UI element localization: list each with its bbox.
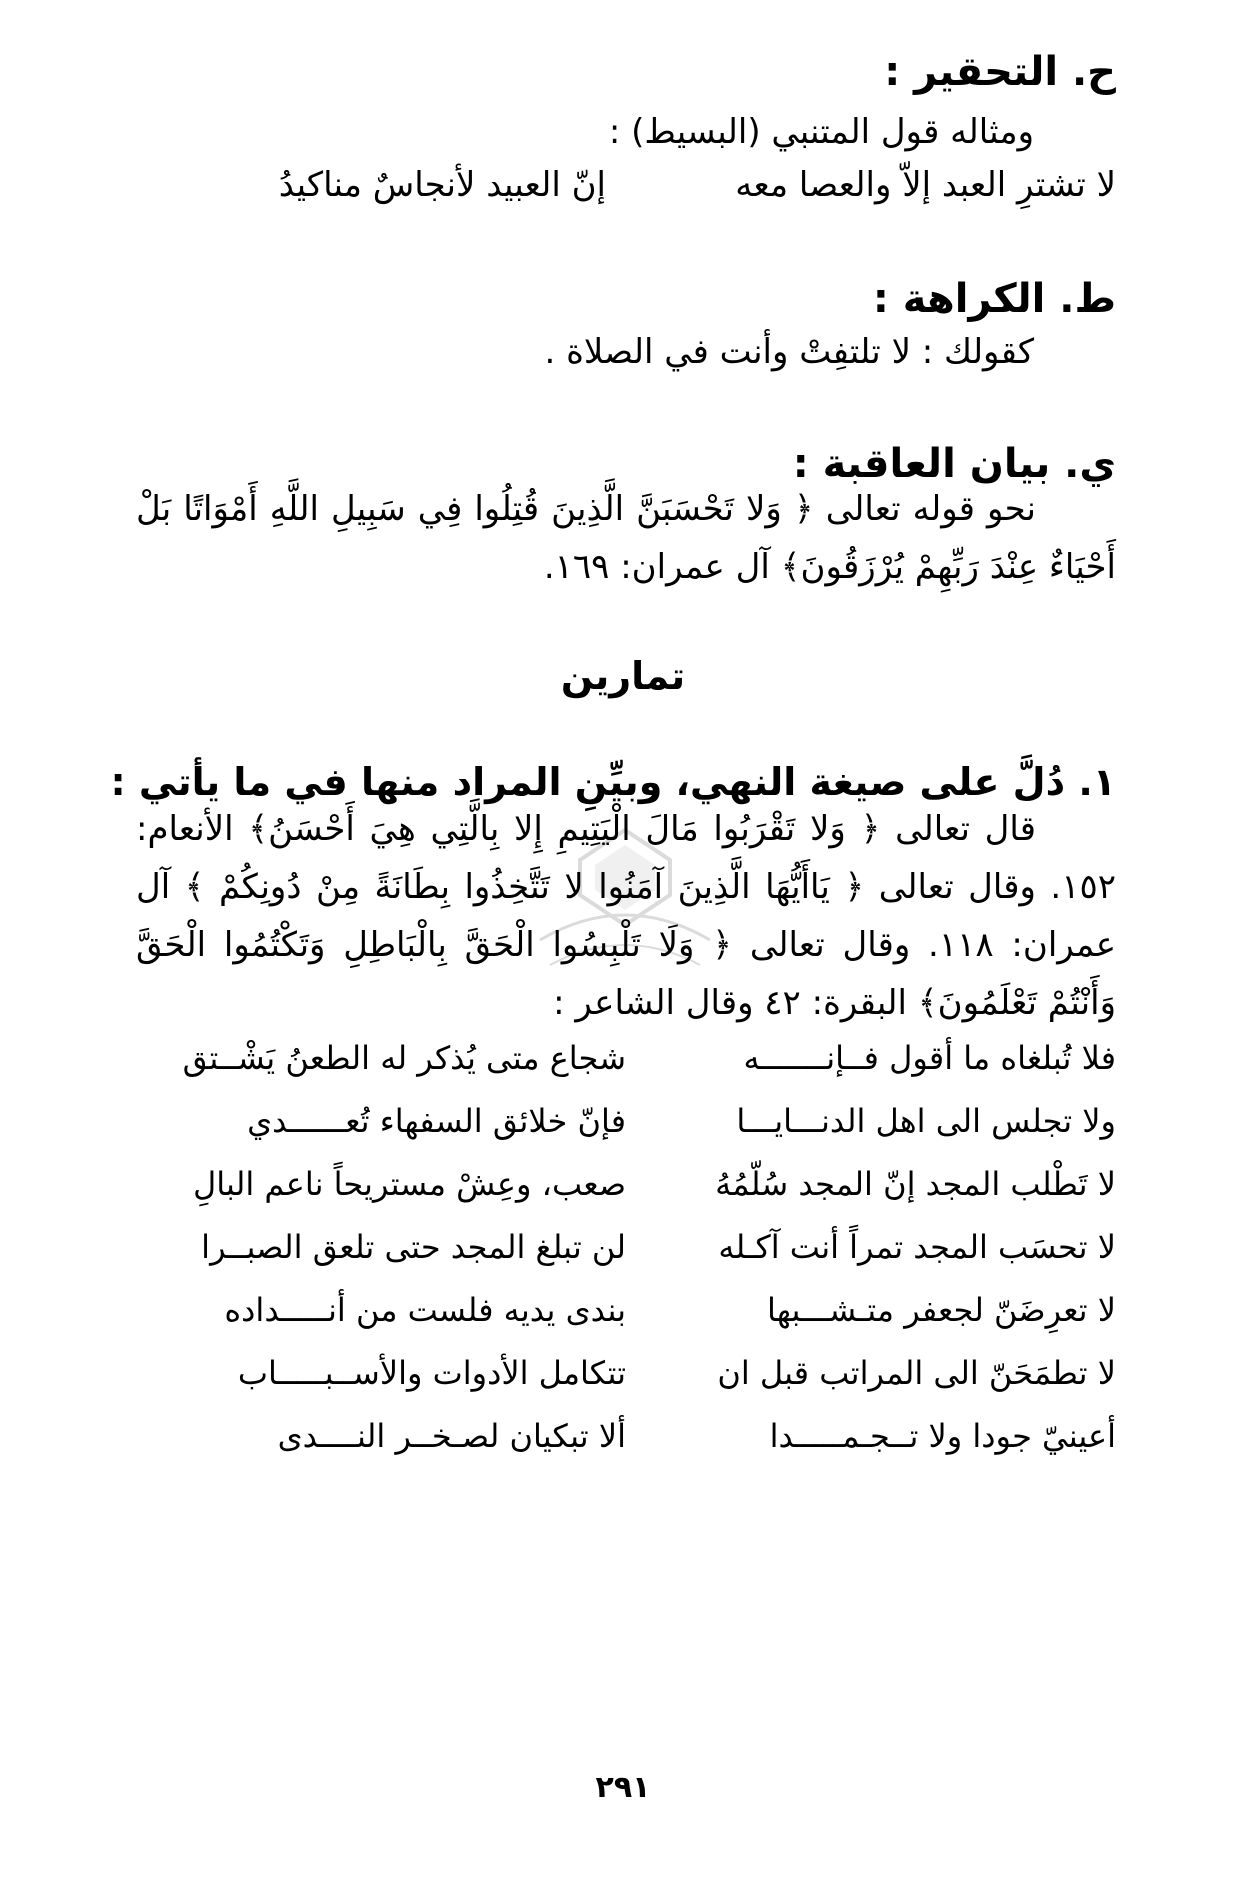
verse-left-hemistich: ألا تبكيان لصـخــر النــــدى xyxy=(277,1417,626,1455)
verse-right-hemistich: لا تَطْلب المجد إنّ المجد سُلّمُهُ xyxy=(715,1165,1116,1203)
verse-right-hemistich: لا تحسَب المجد تمراً أنت آكـله xyxy=(718,1228,1116,1266)
verse-left-hemistich: تتكامل الأدوات والأســبـــــاب xyxy=(237,1354,626,1392)
verse-left-hemistich: صعب، وعِشْ مستريحاً ناعم البالِ xyxy=(192,1165,626,1203)
verse-right-hemistich: أعينيّ جودا ولا تــجـمـــــدا xyxy=(769,1417,1116,1455)
verse-right-hemistich: لا تطمَحَنّ الى المراتب قبل ان xyxy=(717,1354,1116,1392)
verse-line xyxy=(136,1408,1116,1464)
section-example: كقولك : لا تلتفِتْ وأنت في الصلاة . xyxy=(544,332,1034,372)
section-heading-aqiba: ي. بيان العاقبة : xyxy=(792,441,1116,487)
verse-left-hemistich: بندى يديه فلست من أنـــــداده xyxy=(224,1291,626,1329)
exercise-question-1: ١. دُلَّ على صيغة النهي، وبيِّنِ المراد منها في ما يأتي : xyxy=(110,760,1116,804)
verse-line xyxy=(136,1282,1116,1338)
exercise-question-1-text: قال تعالى ﴿ وَلا تَقْرَبُوا مَالَ الْيَتِيمِ إِلا بِالَّتِي هِيَ أَحْسَنُ﴾ الأنعام: ١٥٢. وقال تعالى ﴿ يَاأَيُّهَا الَّذِينَ آمَنُوا لا تَتَّخِذُوا بِطَانَةً مِنْ دُونِكُمْ ﴾ آل عمران: ١١٨. وقال تعالى ﴿ وَلَا تَلْبِسُوا الْحَقَّ بِالْبَاطِلِ وَتَكْتُمُوا الْحَقَّ وَأَنْتُمْ تَعْلَمُونَ﴾ البقرة: ٤٢ وقال الشاعر : xyxy=(136,809,1116,1023)
verse-right-hemistich: فلا تُبلغاه ما أقول فــإنـــــــه xyxy=(743,1039,1116,1077)
verse-right-hemistich: لا تعرِضَنّ لجعفر متـشـــبها xyxy=(767,1291,1116,1329)
verse-line xyxy=(136,1345,1116,1401)
section-intro: ومثاله قول المتنبي (البسيط) : xyxy=(608,112,1034,152)
verse-line xyxy=(136,1030,1116,1086)
verse-line xyxy=(136,1219,1116,1275)
verse-left-hemistich: فإنّ خلائق السفهاء تُعــــــدي xyxy=(247,1102,626,1140)
section-heading-karaha: ط. الكراهة : xyxy=(872,276,1116,322)
verse-line xyxy=(136,1156,1116,1212)
exercises-title: تمارين xyxy=(560,654,686,698)
section-heading-tahqir: ح. التحقير : xyxy=(884,49,1116,95)
page-number: ٢٩١ xyxy=(595,1770,651,1805)
section-quran-quote: نحو قوله تعالى ﴿ وَلا تَحْسَبَنَّ الَّذِينَ قُتِلُوا فِي سَبِيلِ اللَّهِ أَمْوَاتًا بَلْ أَحْيَاءٌ عِنْدَ رَبِّهِمْ يُرْزَقُونَ﴾ آل عمران: ١٦٩. xyxy=(136,489,1116,587)
verse-right-hemistich: ولا تجلس الى اهل الدنـــايـــا xyxy=(736,1102,1116,1140)
verse-line xyxy=(136,1093,1116,1149)
verse-left-hemistich: لن تبلغ المجد حتى تلعق الصبــرا xyxy=(201,1228,626,1266)
verse-second-hemistich: إنّ العبيد لأنجاسٌ مناكيدُ xyxy=(278,165,606,205)
verse-first-hemistich: لا تشترِ العبد إلاّ والعصا معه xyxy=(735,165,1116,205)
verse-left-hemistich: شجاع متى يُذكر له الطعنُ يَشْــتق xyxy=(182,1039,626,1077)
